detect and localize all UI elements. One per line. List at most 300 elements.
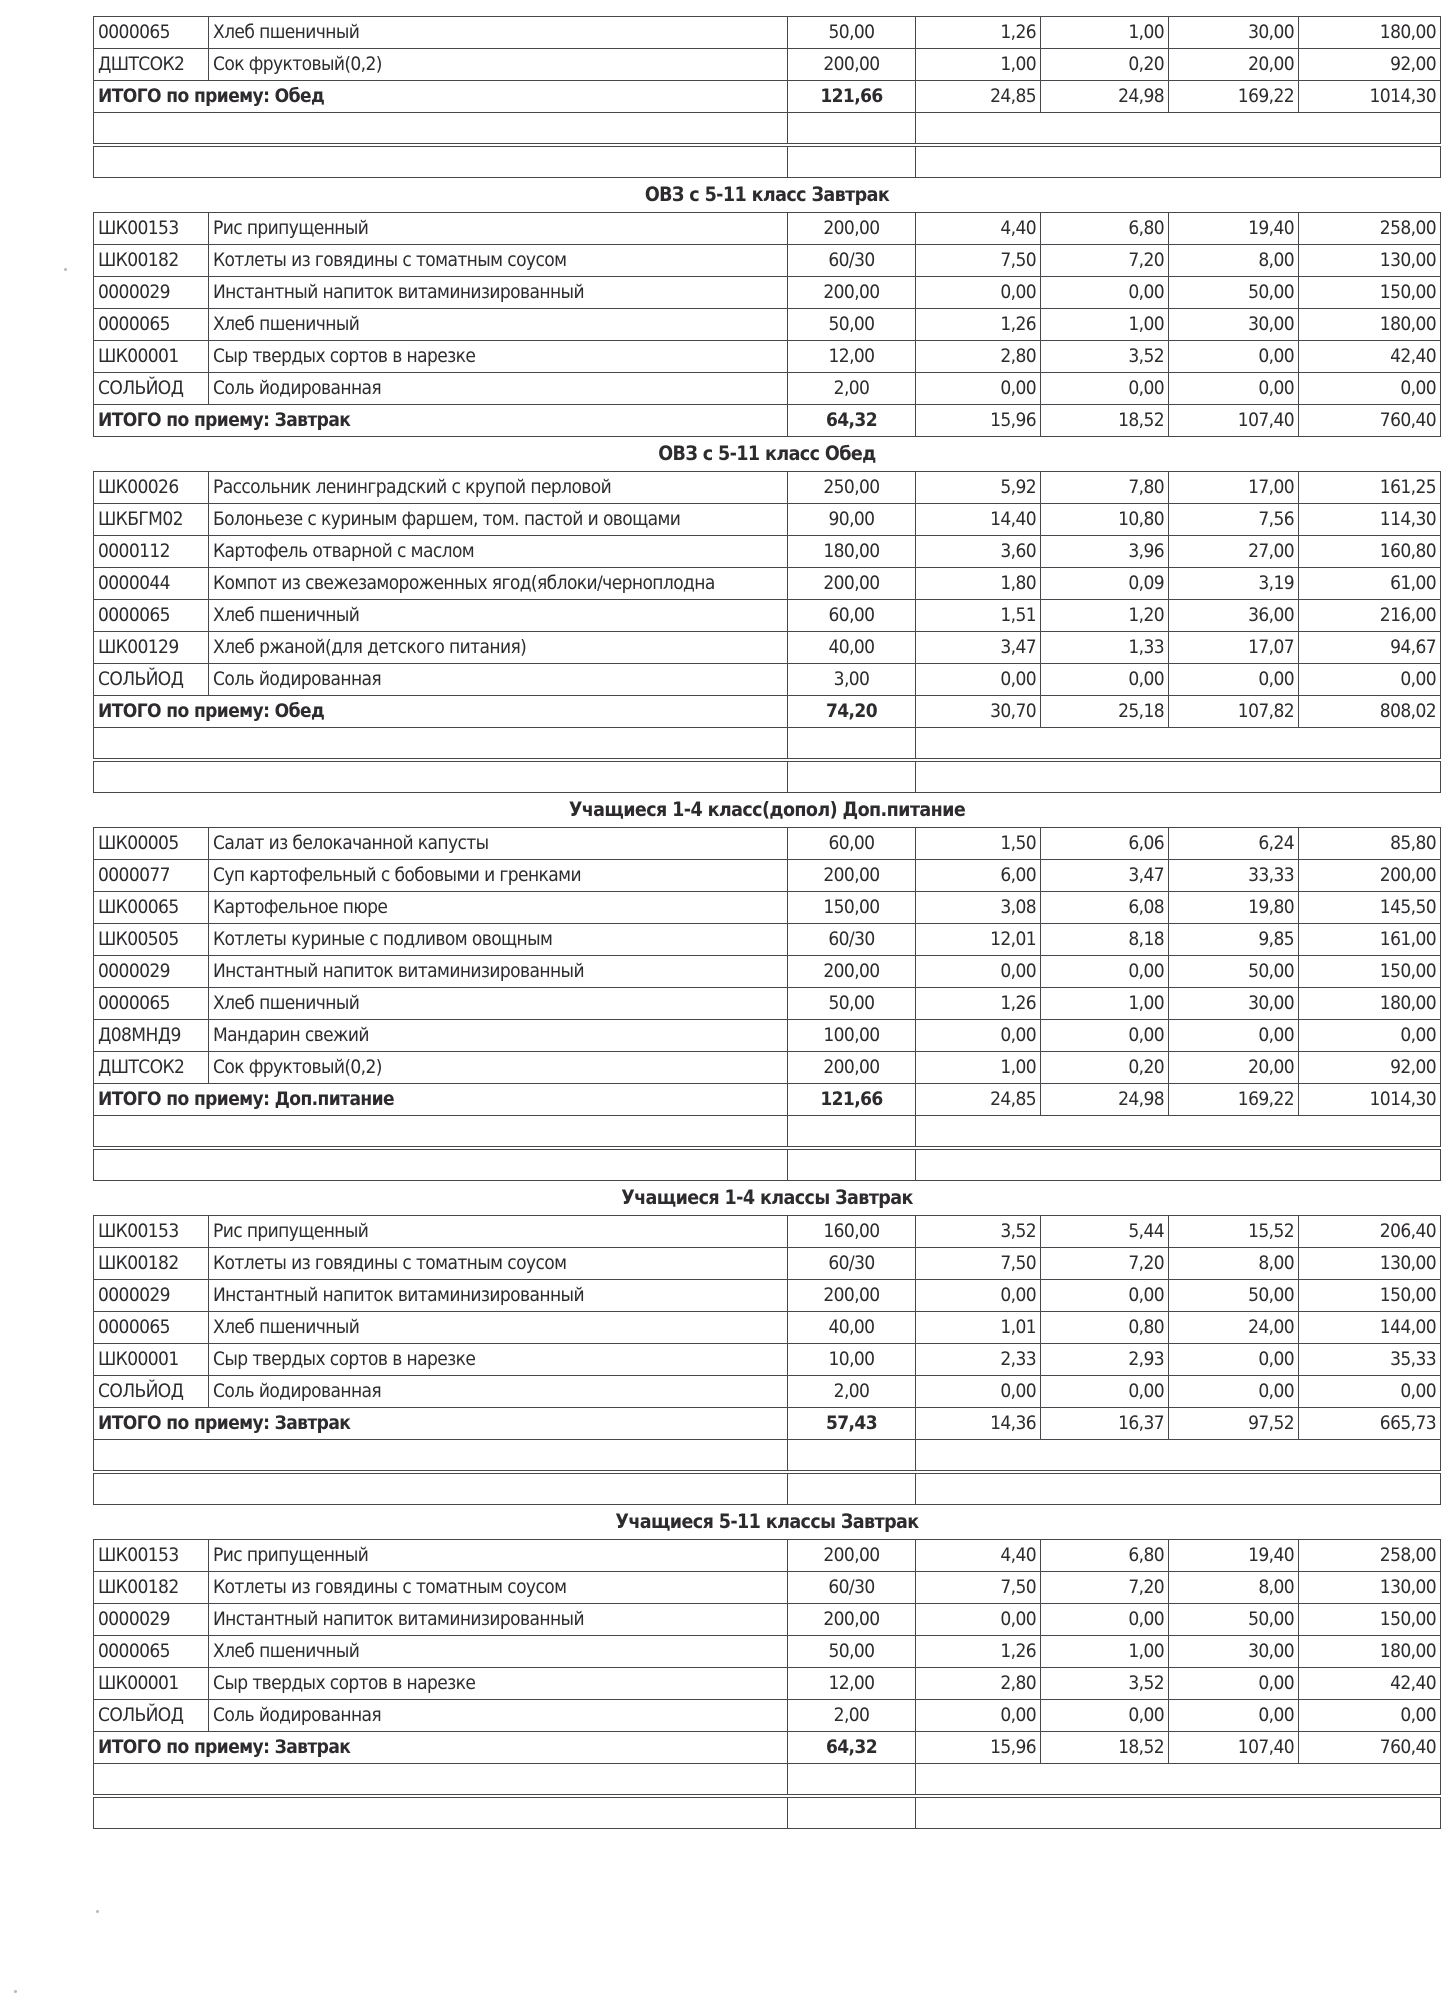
item-name: Салат из белокачанной капусты <box>209 828 788 860</box>
item-carbs: 30,00 <box>1169 309 1299 341</box>
item-protein: 0,00 <box>916 1020 1041 1052</box>
menu-item-row <box>94 1020 1441 1052</box>
item-code: ШК00182 <box>94 1248 209 1280</box>
menu-document <box>93 16 1440 1829</box>
item-weight: 60/30 <box>788 1572 916 1604</box>
item-carbs: 0,00 <box>1169 373 1299 405</box>
section-title: Учащиеся 1-4 класс(допол) Доп.питание <box>568 798 966 821</box>
item-kcal: 180,00 <box>1299 988 1441 1020</box>
item-kcal: 161,25 <box>1299 472 1441 504</box>
total-kcal: 760,40 <box>1299 405 1441 437</box>
blank-cell <box>94 1796 788 1829</box>
item-protein: 7,50 <box>916 1572 1041 1604</box>
menu-item-row <box>94 1604 1441 1636</box>
item-fat: 10,80 <box>1041 504 1169 536</box>
item-name: Хлеб пшеничный <box>209 17 788 49</box>
item-weight: 200,00 <box>788 1540 916 1572</box>
menu-item-row <box>94 472 1441 504</box>
total-carbs: 107,40 <box>1169 405 1299 437</box>
item-weight: 50,00 <box>788 309 916 341</box>
item-code: ШКБГМ02 <box>94 504 209 536</box>
item-fat: 6,08 <box>1041 892 1169 924</box>
menu-item-row <box>94 536 1441 568</box>
item-code: ШК00001 <box>94 341 209 373</box>
item-kcal: 180,00 <box>1299 1636 1441 1668</box>
item-code: ШК00505 <box>94 924 209 956</box>
menu-item-row <box>94 1376 1441 1408</box>
item-code: СОЛЬЙОД <box>94 373 209 405</box>
item-name: Сок фруктовый(0,2) <box>209 49 788 81</box>
item-name: Хлеб пшеничный <box>209 309 788 341</box>
section-title-row <box>94 437 1441 472</box>
item-kcal: 150,00 <box>1299 277 1441 309</box>
item-protein: 1,00 <box>916 49 1041 81</box>
item-protein: 0,00 <box>916 664 1041 696</box>
item-name: Сыр твердых сортов в нарезке <box>209 1668 788 1700</box>
item-weight: 200,00 <box>788 277 916 309</box>
total-weight: 57,43 <box>788 1408 916 1440</box>
item-protein: 0,00 <box>916 1376 1041 1408</box>
section-title-row <box>94 1505 1441 1540</box>
item-name: Котлеты из говядины с томатным соусом <box>209 245 788 277</box>
item-carbs: 19,40 <box>1169 1540 1299 1572</box>
item-fat: 3,96 <box>1041 536 1169 568</box>
blank-row <box>94 1148 1441 1181</box>
item-protein: 1,80 <box>916 568 1041 600</box>
menu-item-row <box>94 373 1441 405</box>
item-carbs: 0,00 <box>1169 341 1299 373</box>
item-name: Рис припущенный <box>209 1216 788 1248</box>
item-fat: 6,80 <box>1041 1540 1169 1572</box>
item-fat: 0,09 <box>1041 568 1169 600</box>
item-kcal: 42,40 <box>1299 341 1441 373</box>
blank-cell <box>788 1764 916 1797</box>
item-fat: 1,20 <box>1041 600 1169 632</box>
meal-total-row <box>94 1408 1441 1440</box>
total-carbs: 107,82 <box>1169 696 1299 728</box>
item-kcal: 206,40 <box>1299 1216 1441 1248</box>
menu-item-row <box>94 17 1441 49</box>
total-label: ИТОГО по приему: Завтрак <box>94 1732 788 1764</box>
item-code: ШК00182 <box>94 1572 209 1604</box>
item-carbs: 8,00 <box>1169 245 1299 277</box>
item-carbs: 30,00 <box>1169 988 1299 1020</box>
menu-item-row <box>94 600 1441 632</box>
item-fat: 1,33 <box>1041 632 1169 664</box>
item-weight: 10,00 <box>788 1344 916 1376</box>
item-code: 0000112 <box>94 536 209 568</box>
item-kcal: 144,00 <box>1299 1312 1441 1344</box>
item-kcal: 94,67 <box>1299 632 1441 664</box>
item-name: Сок фруктовый(0,2) <box>209 1052 788 1084</box>
menu-item-row <box>94 213 1441 245</box>
blank-cell <box>94 113 788 146</box>
item-code: 0000065 <box>94 1312 209 1344</box>
item-carbs: 0,00 <box>1169 1376 1299 1408</box>
blank-cell <box>94 145 788 178</box>
item-fat: 0,20 <box>1041 49 1169 81</box>
item-fat: 1,00 <box>1041 1636 1169 1668</box>
item-fat: 1,00 <box>1041 17 1169 49</box>
total-kcal: 760,40 <box>1299 1732 1441 1764</box>
item-weight: 200,00 <box>788 860 916 892</box>
item-name: Инстантный напиток витаминизированный <box>209 1604 788 1636</box>
item-code: 0000029 <box>94 1604 209 1636</box>
menu-item-row <box>94 309 1441 341</box>
item-code: ШК00153 <box>94 1540 209 1572</box>
menu-item-row <box>94 924 1441 956</box>
item-carbs: 0,00 <box>1169 1344 1299 1376</box>
item-fat: 3,52 <box>1041 1668 1169 1700</box>
item-kcal: 180,00 <box>1299 309 1441 341</box>
item-kcal: 130,00 <box>1299 1572 1441 1604</box>
blank-cell <box>94 728 788 761</box>
item-name: Соль йодированная <box>209 373 788 405</box>
item-fat: 0,00 <box>1041 1604 1169 1636</box>
menu-item-row <box>94 860 1441 892</box>
item-name: Компот из свежезамороженных ягод(яблоки/черноплодна <box>209 568 788 600</box>
blank-cell <box>94 1440 788 1473</box>
item-protein: 4,40 <box>916 213 1041 245</box>
menu-item-row <box>94 1540 1441 1572</box>
item-fat: 0,00 <box>1041 1280 1169 1312</box>
item-kcal: 150,00 <box>1299 956 1441 988</box>
item-protein: 0,00 <box>916 1700 1041 1732</box>
total-protein: 14,36 <box>916 1408 1041 1440</box>
blank-cell <box>788 1116 916 1149</box>
item-carbs: 6,24 <box>1169 828 1299 860</box>
total-fat: 24,98 <box>1041 1084 1169 1116</box>
item-weight: 200,00 <box>788 213 916 245</box>
item-code: 0000065 <box>94 600 209 632</box>
menu-item-row <box>94 1052 1441 1084</box>
item-fat: 3,47 <box>1041 860 1169 892</box>
item-kcal: 180,00 <box>1299 17 1441 49</box>
item-fat: 7,80 <box>1041 472 1169 504</box>
item-name: Хлеб пшеничный <box>209 600 788 632</box>
item-name: Хлеб пшеничный <box>209 1636 788 1668</box>
menu-table <box>93 16 1441 1829</box>
item-kcal: 150,00 <box>1299 1604 1441 1636</box>
item-code: 0000065 <box>94 17 209 49</box>
meal-total-row <box>94 696 1441 728</box>
item-code: ШК00065 <box>94 892 209 924</box>
item-kcal: 114,30 <box>1299 504 1441 536</box>
item-name: Суп картофельный с бобовыми и гренками <box>209 860 788 892</box>
menu-item-row <box>94 988 1441 1020</box>
item-kcal: 35,33 <box>1299 1344 1441 1376</box>
item-fat: 5,44 <box>1041 1216 1169 1248</box>
item-code: 0000077 <box>94 860 209 892</box>
item-code: ДШТСОК2 <box>94 49 209 81</box>
item-protein: 1,26 <box>916 309 1041 341</box>
menu-item-row <box>94 1572 1441 1604</box>
menu-item-row <box>94 892 1441 924</box>
item-carbs: 20,00 <box>1169 49 1299 81</box>
blank-cell <box>916 728 1441 761</box>
item-protein: 1,26 <box>916 988 1041 1020</box>
item-weight: 40,00 <box>788 1312 916 1344</box>
menu-item-row <box>94 568 1441 600</box>
item-kcal: 216,00 <box>1299 600 1441 632</box>
meal-total-row <box>94 1084 1441 1116</box>
item-protein: 14,40 <box>916 504 1041 536</box>
item-protein: 12,01 <box>916 924 1041 956</box>
item-kcal: 161,00 <box>1299 924 1441 956</box>
item-protein: 2,33 <box>916 1344 1041 1376</box>
item-protein: 0,00 <box>916 1280 1041 1312</box>
item-weight: 60/30 <box>788 1248 916 1280</box>
item-kcal: 258,00 <box>1299 213 1441 245</box>
item-code: 0000029 <box>94 956 209 988</box>
item-code: СОЛЬЙОД <box>94 1376 209 1408</box>
item-name: Инстантный напиток витаминизированный <box>209 956 788 988</box>
item-kcal: 92,00 <box>1299 49 1441 81</box>
item-code: ШК00001 <box>94 1668 209 1700</box>
total-protein: 15,96 <box>916 1732 1041 1764</box>
item-carbs: 9,85 <box>1169 924 1299 956</box>
item-kcal: 150,00 <box>1299 1280 1441 1312</box>
item-carbs: 50,00 <box>1169 956 1299 988</box>
menu-item-row <box>94 632 1441 664</box>
item-name: Рис припущенный <box>209 1540 788 1572</box>
item-weight: 50,00 <box>788 17 916 49</box>
total-carbs: 107,40 <box>1169 1732 1299 1764</box>
item-code: 0000044 <box>94 568 209 600</box>
total-weight: 64,32 <box>788 405 916 437</box>
item-protein: 1,26 <box>916 1636 1041 1668</box>
menu-item-row <box>94 245 1441 277</box>
item-carbs: 0,00 <box>1169 1700 1299 1732</box>
item-fat: 0,00 <box>1041 1376 1169 1408</box>
item-carbs: 50,00 <box>1169 277 1299 309</box>
blank-cell <box>788 145 916 178</box>
item-name: Сыр твердых сортов в нарезке <box>209 1344 788 1376</box>
item-kcal: 85,80 <box>1299 828 1441 860</box>
item-protein: 3,47 <box>916 632 1041 664</box>
item-fat: 7,20 <box>1041 245 1169 277</box>
item-kcal: 0,00 <box>1299 664 1441 696</box>
item-weight: 200,00 <box>788 1052 916 1084</box>
item-code: ШК00026 <box>94 472 209 504</box>
blank-row <box>94 113 1441 146</box>
item-carbs: 30,00 <box>1169 17 1299 49</box>
menu-item-row <box>94 1312 1441 1344</box>
item-protein: 1,50 <box>916 828 1041 860</box>
item-fat: 7,20 <box>1041 1572 1169 1604</box>
total-label: ИТОГО по приему: Доп.питание <box>94 1084 788 1116</box>
meal-total-row <box>94 1732 1441 1764</box>
item-carbs: 15,52 <box>1169 1216 1299 1248</box>
item-weight: 180,00 <box>788 536 916 568</box>
item-kcal: 61,00 <box>1299 568 1441 600</box>
section-title: ОВЗ с 5-11 класс Завтрак <box>644 183 890 206</box>
blank-cell <box>94 1116 788 1149</box>
item-weight: 50,00 <box>788 1636 916 1668</box>
item-name: Котлеты из говядины с томатным соусом <box>209 1572 788 1604</box>
item-weight: 50,00 <box>788 988 916 1020</box>
item-weight: 90,00 <box>788 504 916 536</box>
item-protein: 0,00 <box>916 277 1041 309</box>
item-weight: 160,00 <box>788 1216 916 1248</box>
item-weight: 100,00 <box>788 1020 916 1052</box>
item-weight: 3,00 <box>788 664 916 696</box>
item-weight: 2,00 <box>788 373 916 405</box>
blank-row <box>94 728 1441 761</box>
item-carbs: 36,00 <box>1169 600 1299 632</box>
item-fat: 0,00 <box>1041 1700 1169 1732</box>
item-kcal: 42,40 <box>1299 1668 1441 1700</box>
item-fat: 0,00 <box>1041 664 1169 696</box>
item-fat: 6,06 <box>1041 828 1169 860</box>
menu-item-row <box>94 277 1441 309</box>
blank-cell <box>94 1148 788 1181</box>
item-protein: 7,50 <box>916 1248 1041 1280</box>
item-protein: 0,00 <box>916 373 1041 405</box>
item-name: Соль йодированная <box>209 1700 788 1732</box>
item-code: СОЛЬЙОД <box>94 1700 209 1732</box>
item-weight: 40,00 <box>788 632 916 664</box>
menu-item-row <box>94 1216 1441 1248</box>
item-fat: 6,80 <box>1041 213 1169 245</box>
item-fat: 1,00 <box>1041 309 1169 341</box>
total-weight: 74,20 <box>788 696 916 728</box>
item-name: Соль йодированная <box>209 1376 788 1408</box>
item-fat: 1,00 <box>1041 988 1169 1020</box>
total-protein: 24,85 <box>916 81 1041 113</box>
menu-item-row <box>94 828 1441 860</box>
menu-item-row <box>94 1248 1441 1280</box>
blank-cell <box>94 1472 788 1505</box>
section-title-row <box>94 1181 1441 1216</box>
total-fat: 18,52 <box>1041 1732 1169 1764</box>
menu-item-row <box>94 504 1441 536</box>
blank-row <box>94 1116 1441 1149</box>
meal-total-row <box>94 405 1441 437</box>
blank-cell <box>916 1148 1441 1181</box>
item-weight: 60,00 <box>788 828 916 860</box>
item-weight: 200,00 <box>788 956 916 988</box>
item-carbs: 19,40 <box>1169 213 1299 245</box>
item-name: Соль йодированная <box>209 664 788 696</box>
item-code: ШК00001 <box>94 1344 209 1376</box>
item-carbs: 8,00 <box>1169 1248 1299 1280</box>
item-carbs: 0,00 <box>1169 664 1299 696</box>
item-fat: 7,20 <box>1041 1248 1169 1280</box>
item-carbs: 7,56 <box>1169 504 1299 536</box>
total-fat: 16,37 <box>1041 1408 1169 1440</box>
menu-item-row <box>94 1668 1441 1700</box>
total-kcal: 808,02 <box>1299 696 1441 728</box>
total-carbs: 97,52 <box>1169 1408 1299 1440</box>
item-code: ШК00129 <box>94 632 209 664</box>
total-kcal: 1014,30 <box>1299 1084 1441 1116</box>
blank-cell <box>788 1148 916 1181</box>
scan-speck <box>96 1910 99 1913</box>
item-weight: 60/30 <box>788 924 916 956</box>
item-name: Картофель отварной с маслом <box>209 536 788 568</box>
item-carbs: 50,00 <box>1169 1604 1299 1636</box>
item-protein: 3,60 <box>916 536 1041 568</box>
item-carbs: 0,00 <box>1169 1020 1299 1052</box>
item-weight: 12,00 <box>788 341 916 373</box>
blank-cell <box>788 1440 916 1473</box>
menu-item-row <box>94 341 1441 373</box>
blank-cell <box>916 1116 1441 1149</box>
item-carbs: 33,33 <box>1169 860 1299 892</box>
item-fat: 2,93 <box>1041 1344 1169 1376</box>
total-carbs: 169,22 <box>1169 1084 1299 1116</box>
menu-item-row <box>94 956 1441 988</box>
item-kcal: 130,00 <box>1299 245 1441 277</box>
item-protein: 4,40 <box>916 1540 1041 1572</box>
item-protein: 3,52 <box>916 1216 1041 1248</box>
menu-item-row <box>94 49 1441 81</box>
item-code: ДШТСОК2 <box>94 1052 209 1084</box>
total-protein: 24,85 <box>916 1084 1041 1116</box>
item-fat: 3,52 <box>1041 341 1169 373</box>
scan-speck <box>64 268 67 271</box>
item-fat: 0,20 <box>1041 1052 1169 1084</box>
section-title: Учащиеся 5-11 классы Завтрак <box>615 1510 919 1533</box>
scan-speck <box>14 1990 17 1993</box>
item-weight: 60,00 <box>788 600 916 632</box>
item-code: 0000029 <box>94 1280 209 1312</box>
item-carbs: 19,80 <box>1169 892 1299 924</box>
item-kcal: 160,80 <box>1299 536 1441 568</box>
blank-cell <box>916 1440 1441 1473</box>
item-protein: 7,50 <box>916 245 1041 277</box>
blank-cell <box>916 145 1441 178</box>
item-weight: 250,00 <box>788 472 916 504</box>
blank-cell <box>916 113 1441 146</box>
section-title-row <box>94 178 1441 213</box>
item-carbs: 20,00 <box>1169 1052 1299 1084</box>
item-name: Котлеты из говядины с томатным соусом <box>209 1248 788 1280</box>
item-kcal: 0,00 <box>1299 1700 1441 1732</box>
item-name: Хлеб ржаной(для детского питания) <box>209 632 788 664</box>
total-label: ИТОГО по приему: Завтрак <box>94 405 788 437</box>
item-name: Рис припущенный <box>209 213 788 245</box>
item-protein: 6,00 <box>916 860 1041 892</box>
item-code: Д08МНД9 <box>94 1020 209 1052</box>
item-name: Хлеб пшеничный <box>209 988 788 1020</box>
item-code: ШК00153 <box>94 213 209 245</box>
item-protein: 3,08 <box>916 892 1041 924</box>
item-protein: 0,00 <box>916 1604 1041 1636</box>
blank-cell <box>788 760 916 793</box>
item-protein: 0,00 <box>916 956 1041 988</box>
total-protein: 15,96 <box>916 405 1041 437</box>
item-carbs: 27,00 <box>1169 536 1299 568</box>
item-weight: 2,00 <box>788 1700 916 1732</box>
total-fat: 18,52 <box>1041 405 1169 437</box>
menu-table-body <box>94 17 1441 1829</box>
blank-row <box>94 1796 1441 1829</box>
item-code: ШК00153 <box>94 1216 209 1248</box>
item-code: ШК00182 <box>94 245 209 277</box>
item-carbs: 3,19 <box>1169 568 1299 600</box>
item-fat: 8,18 <box>1041 924 1169 956</box>
item-kcal: 130,00 <box>1299 1248 1441 1280</box>
blank-row <box>94 145 1441 178</box>
item-weight: 200,00 <box>788 49 916 81</box>
blank-row <box>94 1472 1441 1505</box>
item-weight: 150,00 <box>788 892 916 924</box>
item-weight: 60/30 <box>788 245 916 277</box>
item-carbs: 24,00 <box>1169 1312 1299 1344</box>
item-weight: 200,00 <box>788 568 916 600</box>
